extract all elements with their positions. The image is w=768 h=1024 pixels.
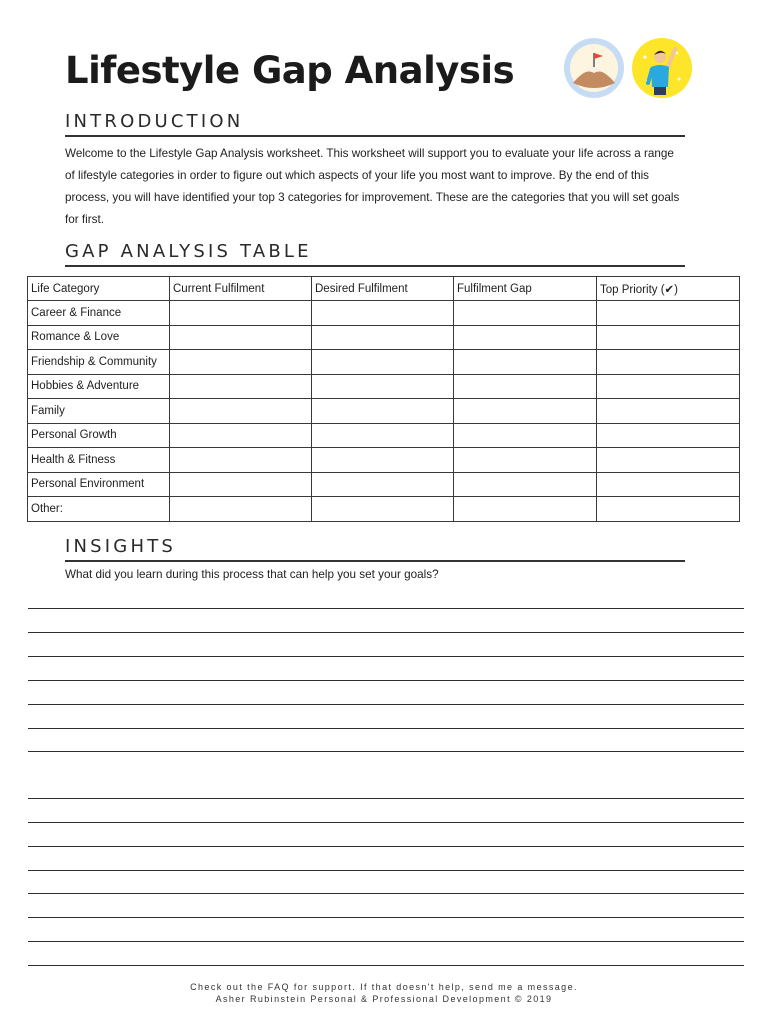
category-cell: Family [28,399,170,424]
desired-fulfilment-cell[interactable] [312,301,454,326]
category-cell: Hobbies & Adventure [28,374,170,399]
fulfilment-gap-cell[interactable] [454,423,597,448]
current-fulfilment-cell[interactable] [170,497,312,522]
current-fulfilment-cell[interactable] [170,374,312,399]
table-header-row [28,277,740,301]
footer-copyright: Asher Rubinstein Personal & Professional Development © 2019 [215,994,553,1004]
top-priority-cell[interactable] [597,423,740,448]
writing-line[interactable] [28,751,744,752]
category-cell: Personal Environment [28,472,170,497]
gap-table-heading: GAP ANALYSIS TABLE [65,241,685,267]
table-row [28,325,740,350]
current-fulfilment-cell[interactable] [170,472,312,497]
fulfilment-gap-cell[interactable] [454,497,597,522]
table-row [28,472,740,497]
top-priority-cell[interactable] [597,374,740,399]
category-cell: Friendship & Community [28,350,170,375]
current-fulfilment-cell[interactable] [170,399,312,424]
fulfilment-gap-cell[interactable] [454,399,597,424]
introduction-text: Welcome to the Lifestyle Gap Analysis worksheet. This worksheet will support you to evaluate your life across a range of lifestyle categories in order to figure out which aspects of your life you most want to improve. By the end of this process, you will have identified your top 3 categories for improvement. These are the categories that you will set goals for first. [65,147,680,226]
current-fulfilment-cell[interactable] [170,325,312,350]
category-cell: Career & Finance [28,301,170,326]
current-fulfilment-cell[interactable] [170,448,312,473]
desired-fulfilment-cell[interactable] [312,325,454,350]
writing-line[interactable] [28,704,744,705]
current-fulfilment-cell[interactable] [170,350,312,375]
insights-prompt: What did you learn during this process that can help you set your goals? [65,568,439,581]
page-title: Lifestyle Gap Analysis [65,49,515,92]
fulfilment-gap-cell[interactable] [454,325,597,350]
category-cell: Other: [28,497,170,522]
top-priority-cell[interactable] [597,472,740,497]
table-row [28,448,740,473]
top-priority-cell[interactable] [597,350,740,375]
table-row [28,374,740,399]
fulfilment-gap-cell[interactable] [454,301,597,326]
writing-line[interactable] [28,798,744,799]
writing-line[interactable] [28,608,744,609]
top-priority-cell[interactable] [597,497,740,522]
writing-line[interactable] [28,870,744,871]
writing-line[interactable] [28,941,744,942]
category-cell: Personal Growth [28,423,170,448]
desired-fulfilment-cell[interactable] [312,472,454,497]
fulfilment-gap-cell[interactable] [454,472,597,497]
top-priority-cell[interactable] [597,325,740,350]
column-header-desired-fulfilment: Desired Fulfilment [312,277,454,301]
desired-fulfilment-cell[interactable] [312,497,454,522]
writing-line[interactable] [28,846,744,847]
category-cell: Romance & Love [28,325,170,350]
writing-line[interactable] [28,632,744,633]
writing-line[interactable] [28,680,744,681]
current-fulfilment-cell[interactable] [170,423,312,448]
writing-line[interactable] [28,656,744,657]
table-row [28,497,740,522]
desired-fulfilment-cell[interactable] [312,399,454,424]
gap-analysis-table [27,276,740,522]
category-cell: Health & Fitness [28,448,170,473]
table-row [28,399,740,424]
fulfilment-gap-cell[interactable] [454,448,597,473]
table-row [28,301,740,326]
fulfilment-gap-cell[interactable] [454,350,597,375]
top-priority-cell[interactable] [597,301,740,326]
column-header-fulfilment-gap: Fulfilment Gap [454,277,597,301]
introduction-heading: INTRODUCTION [65,111,685,137]
writing-line[interactable] [28,893,744,894]
top-priority-cell[interactable] [597,399,740,424]
desired-fulfilment-cell[interactable] [312,448,454,473]
fulfilment-gap-cell[interactable] [454,374,597,399]
insights-heading: INSIGHTS [65,536,685,562]
writing-line[interactable] [28,822,744,823]
desired-fulfilment-cell[interactable] [312,350,454,375]
column-header-current-fulfilment: Current Fulfilment [170,277,312,301]
writing-line[interactable] [28,917,744,918]
desired-fulfilment-cell[interactable] [312,423,454,448]
desired-fulfilment-cell[interactable] [312,374,454,399]
writing-line[interactable] [28,965,744,966]
celebrating-person-icon [631,37,693,99]
header-icons [563,37,695,99]
table-row [28,423,740,448]
writing-line[interactable] [28,728,744,729]
footer-support-text: Check out the FAQ for support. If that doesn't help, send me a message. [190,982,578,992]
column-header-top-priority: Top Priority (✔) [597,277,740,301]
mountain-flag-icon [563,37,625,99]
current-fulfilment-cell[interactable] [170,301,312,326]
top-priority-cell[interactable] [597,448,740,473]
table-row [28,350,740,375]
column-header-life-category: Life Category [28,277,170,301]
